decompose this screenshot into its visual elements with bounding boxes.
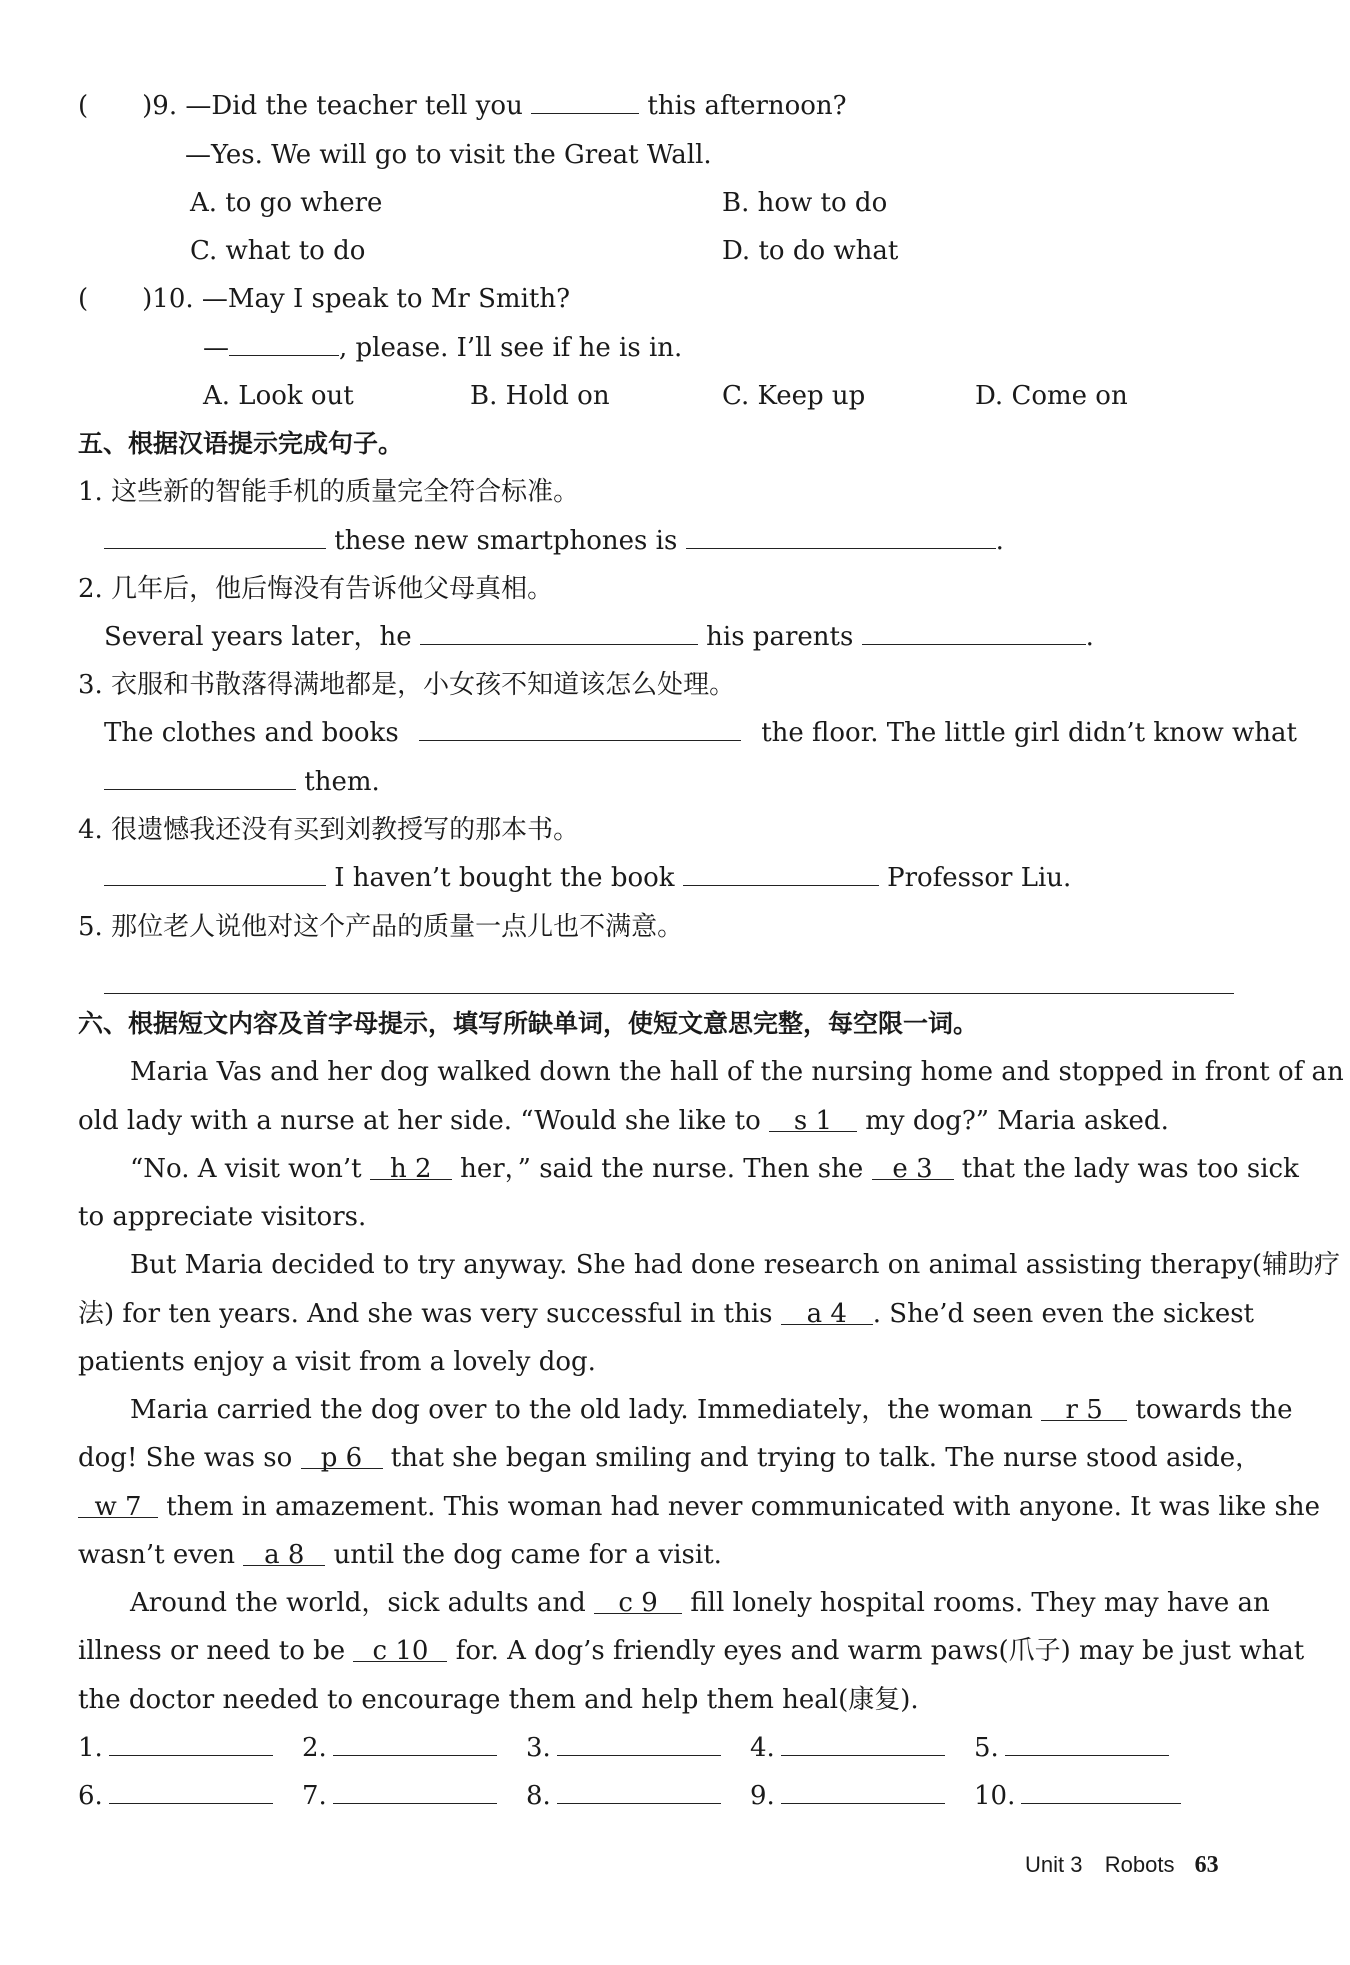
s6-p3-line-3: patients enjoy a visit from a lovely dog. [78, 1347, 596, 1377]
s5-item-1-en [104, 524, 1004, 558]
q10-reply-rest: , please. I’ll see if he is in. [339, 333, 683, 363]
s6-p5-line-2 [78, 1634, 1304, 1668]
q9-blank[interactable] [531, 89, 639, 114]
s5-item-3-text-c: them. [304, 767, 380, 797]
q10-stem: —May I speak to Mr Smith? [201, 284, 571, 314]
s6-p4-line-4 [78, 1538, 722, 1572]
answer-3 [526, 1731, 721, 1765]
s6-text: her，” said the nurse. Then she [460, 1154, 864, 1184]
s5-item-2-text-a: Several years later，he [104, 622, 412, 652]
answer-label: 4. [750, 1733, 775, 1763]
answer-label: 2. [302, 1733, 327, 1763]
s5-item-5-zh: 5. 那位老人说他对这个产品的质量一点儿也不满意。 [78, 912, 684, 942]
answer-label: 6. [78, 1781, 103, 1811]
q9-stem-a: —Did the teacher tell you [185, 91, 523, 121]
s5-item-1-blank-1[interactable] [104, 524, 326, 549]
s6-p4-line-1 [130, 1393, 1293, 1427]
s6-blank-2[interactable]: h 2 [370, 1155, 452, 1180]
s6-text: wasn’t even [78, 1540, 236, 1570]
s6-blank-6[interactable]: p 6 [301, 1444, 383, 1469]
q10-option-d: D. Come on [975, 381, 1128, 411]
answer-5 [974, 1731, 1169, 1765]
answer-label: 8. [526, 1781, 551, 1811]
answer-blank[interactable] [1021, 1779, 1181, 1804]
answer-blank[interactable] [109, 1731, 273, 1756]
answer-9 [750, 1779, 945, 1813]
s5-item-2-blank-2[interactable] [862, 620, 1086, 645]
q10-option-b: B. Hold on [470, 381, 610, 411]
s6-text: old lady with a nurse at her side. “Would she like to [78, 1106, 761, 1136]
s5-item-2-text-b: his parents [706, 622, 854, 652]
s5-item-3-en [104, 716, 1297, 750]
q9-option-b: B. how to do [722, 188, 888, 218]
answer-label: 5. [974, 1733, 999, 1763]
q10-option-c: C. Keep up [722, 381, 866, 411]
s5-item-2-zh: 2. 几年后，他后悔没有告诉他父母真相。 [78, 574, 554, 604]
s5-item-4-zh: 4. 很遗憾我还没有买到刘教授写的那本书。 [78, 815, 580, 845]
answer-2 [302, 1731, 497, 1765]
s6-blank-3[interactable]: e 3 [872, 1155, 954, 1180]
q9-reply: —Yes. We will go to visit the Great Wall. [185, 140, 712, 170]
answer-4 [750, 1731, 945, 1765]
s5-item-1-text-b: . [995, 526, 1004, 556]
s6-p5-line-3: the doctor needed to encourage them and help them heal(康复). [78, 1685, 919, 1715]
s5-item-3-blank-1[interactable] [419, 716, 741, 741]
q9-option-a: A. to go where [190, 188, 383, 218]
answer-blank[interactable] [1005, 1731, 1169, 1756]
s5-item-3-text-a: The clothes and books [104, 718, 399, 748]
s6-text: fill lonely hospital rooms. They may have an [690, 1588, 1270, 1618]
s6-p3-line-1: But Maria decided to try anyway. She had done research on animal assisting therapy(辅助疗 [130, 1250, 1341, 1280]
s5-item-1-blank-2[interactable] [686, 524, 996, 549]
section-5-heading: 五、根据汉语提示完成句子。 [78, 429, 404, 458]
s6-p5-line-1 [130, 1586, 1270, 1620]
q9-paren: ( [78, 91, 89, 121]
s5-item-2-blank-1[interactable] [420, 620, 698, 645]
answer-7 [302, 1779, 497, 1813]
s5-item-3-text-b: the floor. The little girl didn’t know what [761, 718, 1297, 748]
answer-blank[interactable] [109, 1779, 273, 1804]
s6-blank-10[interactable]: c 10 [353, 1637, 447, 1662]
s6-p4-line-2 [78, 1441, 1261, 1475]
s5-item-3-blank-2[interactable] [104, 765, 296, 790]
q10-reply-dash: — [203, 333, 229, 363]
answer-blank[interactable] [333, 1779, 497, 1804]
s6-text: until the dog came for a visit. [333, 1540, 722, 1570]
s6-blank-4[interactable]: a 4 [781, 1300, 873, 1325]
s6-blank-5[interactable]: r 5 [1041, 1396, 1127, 1421]
answer-label: 9. [750, 1781, 775, 1811]
s6-text: Maria carried the dog over to the old lady. Immediately，the woman [130, 1395, 1033, 1425]
q10-blank[interactable] [229, 331, 339, 356]
s6-text: that the lady was too sick [961, 1154, 1299, 1184]
s6-text: that she began smiling and trying to talk. The nurse stood aside， [390, 1443, 1262, 1473]
q9-number: )9. [142, 91, 178, 121]
s5-item-4-blank-2[interactable] [683, 861, 879, 886]
answer-10 [974, 1779, 1181, 1813]
s5-item-3-zh: 3. 衣服和书散落得满地都是，小女孩不知道该怎么处理。 [78, 670, 736, 700]
s5-item-1-text-a: these new smartphones is [334, 526, 678, 556]
answer-blank[interactable] [557, 1779, 721, 1804]
q9-stem-b: this afternoon? [647, 91, 847, 121]
q9-option-c: C. what to do [190, 236, 366, 266]
s5-item-3-en-cont [104, 765, 380, 799]
s6-text: illness or need to be [78, 1636, 346, 1666]
s6-text: my dog?” Maria asked. [865, 1106, 1169, 1136]
q9-line [78, 89, 847, 123]
s6-p3-line-2 [78, 1297, 1254, 1331]
q9-option-d: D. to do what [722, 236, 899, 266]
s5-item-4-text-b: Professor Liu. [887, 863, 1072, 893]
s6-blank-8[interactable]: a 8 [243, 1541, 325, 1566]
q10-number: )10. [142, 284, 194, 314]
answer-6 [78, 1779, 273, 1813]
q10-line [78, 282, 570, 316]
answer-blank[interactable] [557, 1731, 721, 1756]
s6-blank-1[interactable]: s 1 [769, 1107, 857, 1132]
s5-item-1-zh: 1. 这些新的智能手机的质量完全符合标准。 [78, 477, 580, 507]
answer-label: 7. [302, 1781, 327, 1811]
s6-p4-line-3 [78, 1490, 1320, 1524]
s6-text: 法) for ten years. And she was very successful in this [78, 1299, 773, 1329]
s5-item-2-en [104, 620, 1094, 654]
s6-blank-9[interactable]: c 9 [594, 1589, 682, 1614]
s6-p2-line-2: to appreciate visitors. [78, 1202, 367, 1232]
s6-text: “No. A visit won’t [130, 1154, 362, 1184]
s6-text: them in amazement. This woman had never communicated with anyone. It was like she [166, 1492, 1321, 1522]
s5-item-2-text-c: . [1085, 622, 1094, 652]
s6-p2-line-1 [130, 1152, 1299, 1186]
answer-blank[interactable] [333, 1731, 497, 1756]
page-number: 63 [1194, 1852, 1219, 1878]
s6-blank-7[interactable]: w 7 [78, 1493, 158, 1518]
page-footer [1025, 1852, 1219, 1879]
answer-label: 3. [526, 1733, 551, 1763]
footer-topic: Robots [1104, 1852, 1175, 1877]
s6-p1-line-1: Maria Vas and her dog walked down the hall of the nursing home and stopped in front of an [130, 1057, 1344, 1087]
s6-text: Around the world，sick adults and [130, 1588, 586, 1618]
s6-text: towards the [1135, 1395, 1293, 1425]
answer-1 [78, 1731, 273, 1765]
s6-text: for. A dog’s friendly eyes and warm paws(爪子) may be just what [455, 1636, 1305, 1666]
s5-item-4-text-a: I haven’t bought the book [334, 863, 675, 893]
q10-paren: ( [78, 284, 89, 314]
answer-blank[interactable] [781, 1731, 945, 1756]
answer-label: 10. [974, 1781, 1016, 1811]
answer-blank[interactable] [781, 1779, 945, 1804]
section-6-heading: 六、根据短文内容及首字母提示，填写所缺单词，使短文意思完整，每空限一词。 [78, 1009, 979, 1038]
answer-label: 1. [78, 1733, 103, 1763]
q10-reply [203, 331, 682, 365]
s5-item-4-blank-1[interactable] [104, 861, 326, 886]
s5-item-5-answer-line[interactable] [104, 993, 1234, 994]
s6-text: . She’d seen even the sickest [872, 1299, 1255, 1329]
q10-option-a: A. Look out [203, 381, 354, 411]
s5-item-4-en [104, 861, 1071, 895]
s6-p1-line-2 [78, 1104, 1169, 1138]
s6-text: dog! She was so [78, 1443, 293, 1473]
answer-8 [526, 1779, 721, 1813]
footer-unit: Unit 3 [1025, 1852, 1083, 1877]
